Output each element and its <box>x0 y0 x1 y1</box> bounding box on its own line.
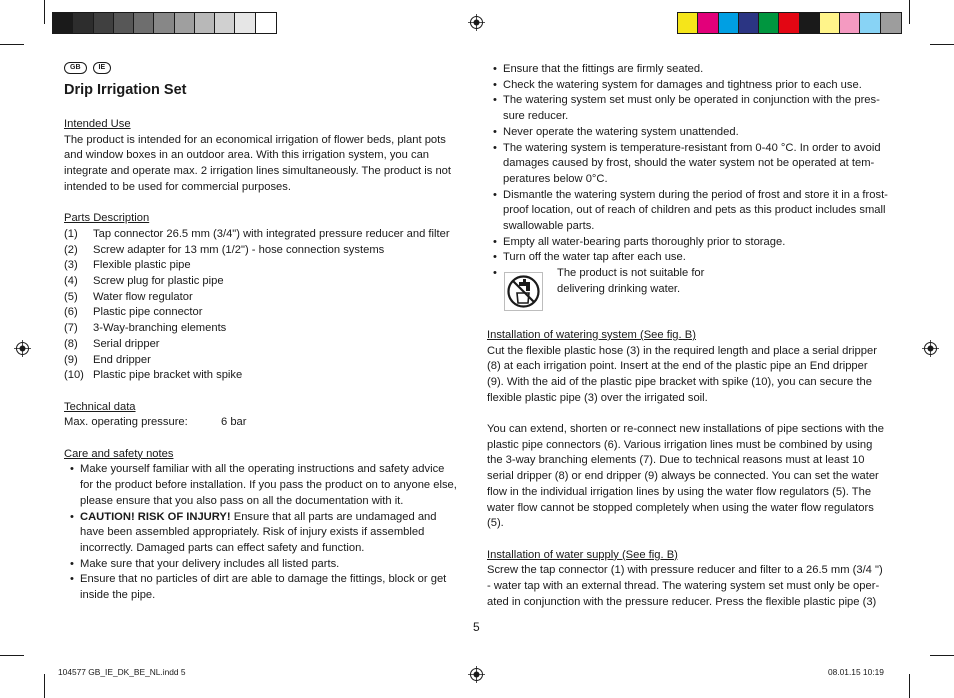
text-line: The product is intended for an economical irrigation of flower beds, plant pots <box>64 133 446 146</box>
list-item: (9) End dripper <box>64 353 151 366</box>
footer-date: 08.01.15 10:19 <box>828 667 884 677</box>
section-heading-installation-supply: Installation of water supply (See fig. B) <box>487 548 678 561</box>
color-swatch <box>719 13 739 33</box>
bullet-item: • Turn off the water tap after each use. <box>493 251 686 264</box>
bullet-item: • Make sure that your delivery includes all listed parts. <box>64 557 464 573</box>
page-number: 5 <box>473 620 480 634</box>
registration-mark-icon <box>468 666 485 683</box>
text-line: Cut the flexible plastic hose (3) in the required length and place a serial dripper <box>487 344 877 357</box>
grayscale-swatch <box>235 13 255 33</box>
color-swatch <box>779 13 799 33</box>
drinking-water-text-1: The product is not suitable for <box>557 267 705 280</box>
grayscale-swatch <box>154 13 174 33</box>
text-line: Screw the tap connector (1) with pressure reducer and filter to a 26.5 mm (3/4 ") <box>487 564 883 577</box>
grayscale-swatch <box>256 13 276 33</box>
color-swatch <box>678 13 698 33</box>
bullet-item: • The watering system set must only be operated in conjunction with the pres- sure reducer. <box>493 94 880 123</box>
registration-mark-icon <box>468 14 485 31</box>
text-line: (9). With the aid of the plastic pipe bracket with spike (10), you can secure the <box>487 375 872 388</box>
list-item: (1) Tap connector 26.5 mm (3/4") with integrated pressure reducer and filter <box>64 227 450 240</box>
section-heading-care-safety: Care and safety notes <box>64 447 174 460</box>
technical-label: Max. operating pressure: <box>64 416 188 429</box>
list-item: (3) Flexible plastic pipe <box>64 259 191 272</box>
bullet-item: • Dismantle the watering system during the period of frost and store it in a frost- proof location, out of reach of children and pets as this product includes small swallowable parts. <box>493 188 888 233</box>
text-line: integrate and operate max. 2 irrigation lines simultaneously. The product is not <box>64 165 452 178</box>
color-swatch <box>698 13 718 33</box>
text-line: (5). <box>487 517 504 530</box>
grayscale-swatch <box>134 13 154 33</box>
text-line: the 3-way branching elements (7). Due to technical reasons must at least 10 <box>487 454 865 467</box>
text-line: serial dripper (8) or end dripper (9) always be connected. You can set the water <box>487 470 879 483</box>
text-line: flexible plastic pipe (3) over the irrigated soil. <box>487 391 708 404</box>
text-line: You can extend, shorten or re-connect new installations of pipe sections with the <box>487 423 884 436</box>
parts-list <box>64 227 464 384</box>
text-line: flow in the individual irrigation lines by using the water flow regulators (5). The <box>487 485 872 498</box>
color-swatch <box>840 13 860 33</box>
safety-bullets <box>487 62 897 266</box>
text-line: - water tap with an external thread. The watering system set must only be oper- <box>487 580 880 593</box>
registration-mark-icon <box>14 340 31 357</box>
language-badge-ie: IE <box>93 62 112 74</box>
color-swatch <box>759 13 779 33</box>
page-title: Drip Irrigation Set <box>64 82 187 98</box>
grayscale-swatch <box>53 13 73 33</box>
caution-label: CAUTION! RISK OF INJURY! <box>80 510 231 523</box>
text-line: intended to be used for commercial purposes. <box>64 180 291 193</box>
color-swatch <box>820 13 840 33</box>
bullet-item: • Ensure that no particles of dirt are able to damage the fittings, block or get inside the pipe. <box>64 572 464 603</box>
grayscale-bar <box>52 12 277 34</box>
color-swatch <box>881 13 901 33</box>
list-item: (6) Plastic pipe connector <box>64 306 203 319</box>
color-swatch <box>800 13 820 33</box>
footer-file-info: 104577 GB_IE_DK_BE_NL.indd 5 <box>58 667 186 677</box>
grayscale-swatch <box>94 13 114 33</box>
list-item: (5) Water flow regulator <box>64 290 193 303</box>
bullet-dot: • <box>70 573 74 586</box>
text-line: water flow cannot be stopped completely when using the water flow regulators <box>487 501 874 514</box>
bullet-item: • CAUTION! RISK OF INJURY! Ensure that all parts are undamaged and have been assembled appropriately. Risk of injury exists if assembled incorrectly. Damaged parts can effect safety and function. <box>64 510 464 557</box>
color-swatch <box>739 13 759 33</box>
list-item: (10) Plastic pipe bracket with spike <box>64 369 243 382</box>
left-column <box>64 62 464 604</box>
text-line: plastic pipe connectors (6). Various irrigation lines must be combined by using <box>487 438 873 451</box>
section-heading-technical: Technical data <box>64 400 136 413</box>
grayscale-swatch <box>195 13 215 33</box>
right-column <box>487 62 897 610</box>
color-bar <box>677 12 902 34</box>
list-item: (8) Serial dripper <box>64 337 160 350</box>
bullet-item: • Never operate the watering system unattended. <box>493 125 739 138</box>
list-item: (4) Screw plug for plastic pipe <box>64 275 224 288</box>
bullet-item: • Check the watering system for damages and tightness prior to each use. <box>493 78 862 91</box>
list-item: (7) 3-Way-branching elements <box>64 322 227 335</box>
section-heading-installation-watering: Installation of watering system (See fig. B) <box>487 328 696 341</box>
grayscale-swatch <box>73 13 93 33</box>
drinking-water-notice: • The product is not suitable for delivering drinking water. <box>487 266 897 312</box>
drinking-water-text-2: delivering drinking water. <box>557 282 681 295</box>
bullet-item: • Make yourself familiar with all the operating instructions and safety advice for the product before installation. If you pass the product on to anyone else, please ensure that you also pass on all the documentation with it. <box>64 462 464 509</box>
section-heading-intended-use: Intended Use <box>64 118 131 130</box>
technical-row <box>64 415 464 431</box>
technical-value: 6 bar <box>221 416 247 429</box>
bullet-dot: • <box>70 557 74 570</box>
no-drinking-water-icon <box>504 272 543 311</box>
grayscale-swatch <box>215 13 235 33</box>
language-badge-gb: GB <box>64 62 87 74</box>
text-line: ated in conjunction with the pressure reducer. Press the flexible plastic pipe (3) <box>487 595 877 608</box>
section-heading-parts: Parts Description <box>64 212 150 225</box>
bullet-item: • Ensure that the fittings are firmly seated. <box>493 63 704 75</box>
bullet-item: • Empty all water-bearing parts thoroughly prior to storage. <box>493 235 786 248</box>
grayscale-swatch <box>175 13 195 33</box>
text-line: (8) at each irrigation point. Insert at the end of the plastic pipe an End dripper <box>487 360 868 373</box>
grayscale-swatch <box>114 13 134 33</box>
list-item: (2) Screw adapter for 13 mm (1/2") - hose connection systems <box>64 243 385 256</box>
bullet-dot: • <box>70 463 74 476</box>
bullet-item: • The watering system is temperature-resistant from 0-40 °C. In order to avoid damages caused by frost, should the water system not be operated at tem- peratures below 0°C. <box>493 141 881 185</box>
registration-mark-icon <box>922 340 939 357</box>
bullet-dot: • <box>70 510 74 523</box>
language-badges <box>64 62 464 74</box>
color-swatch <box>860 13 880 33</box>
text-line: and window boxes in an outdoor area. With this irrigation system, you can <box>64 149 430 162</box>
